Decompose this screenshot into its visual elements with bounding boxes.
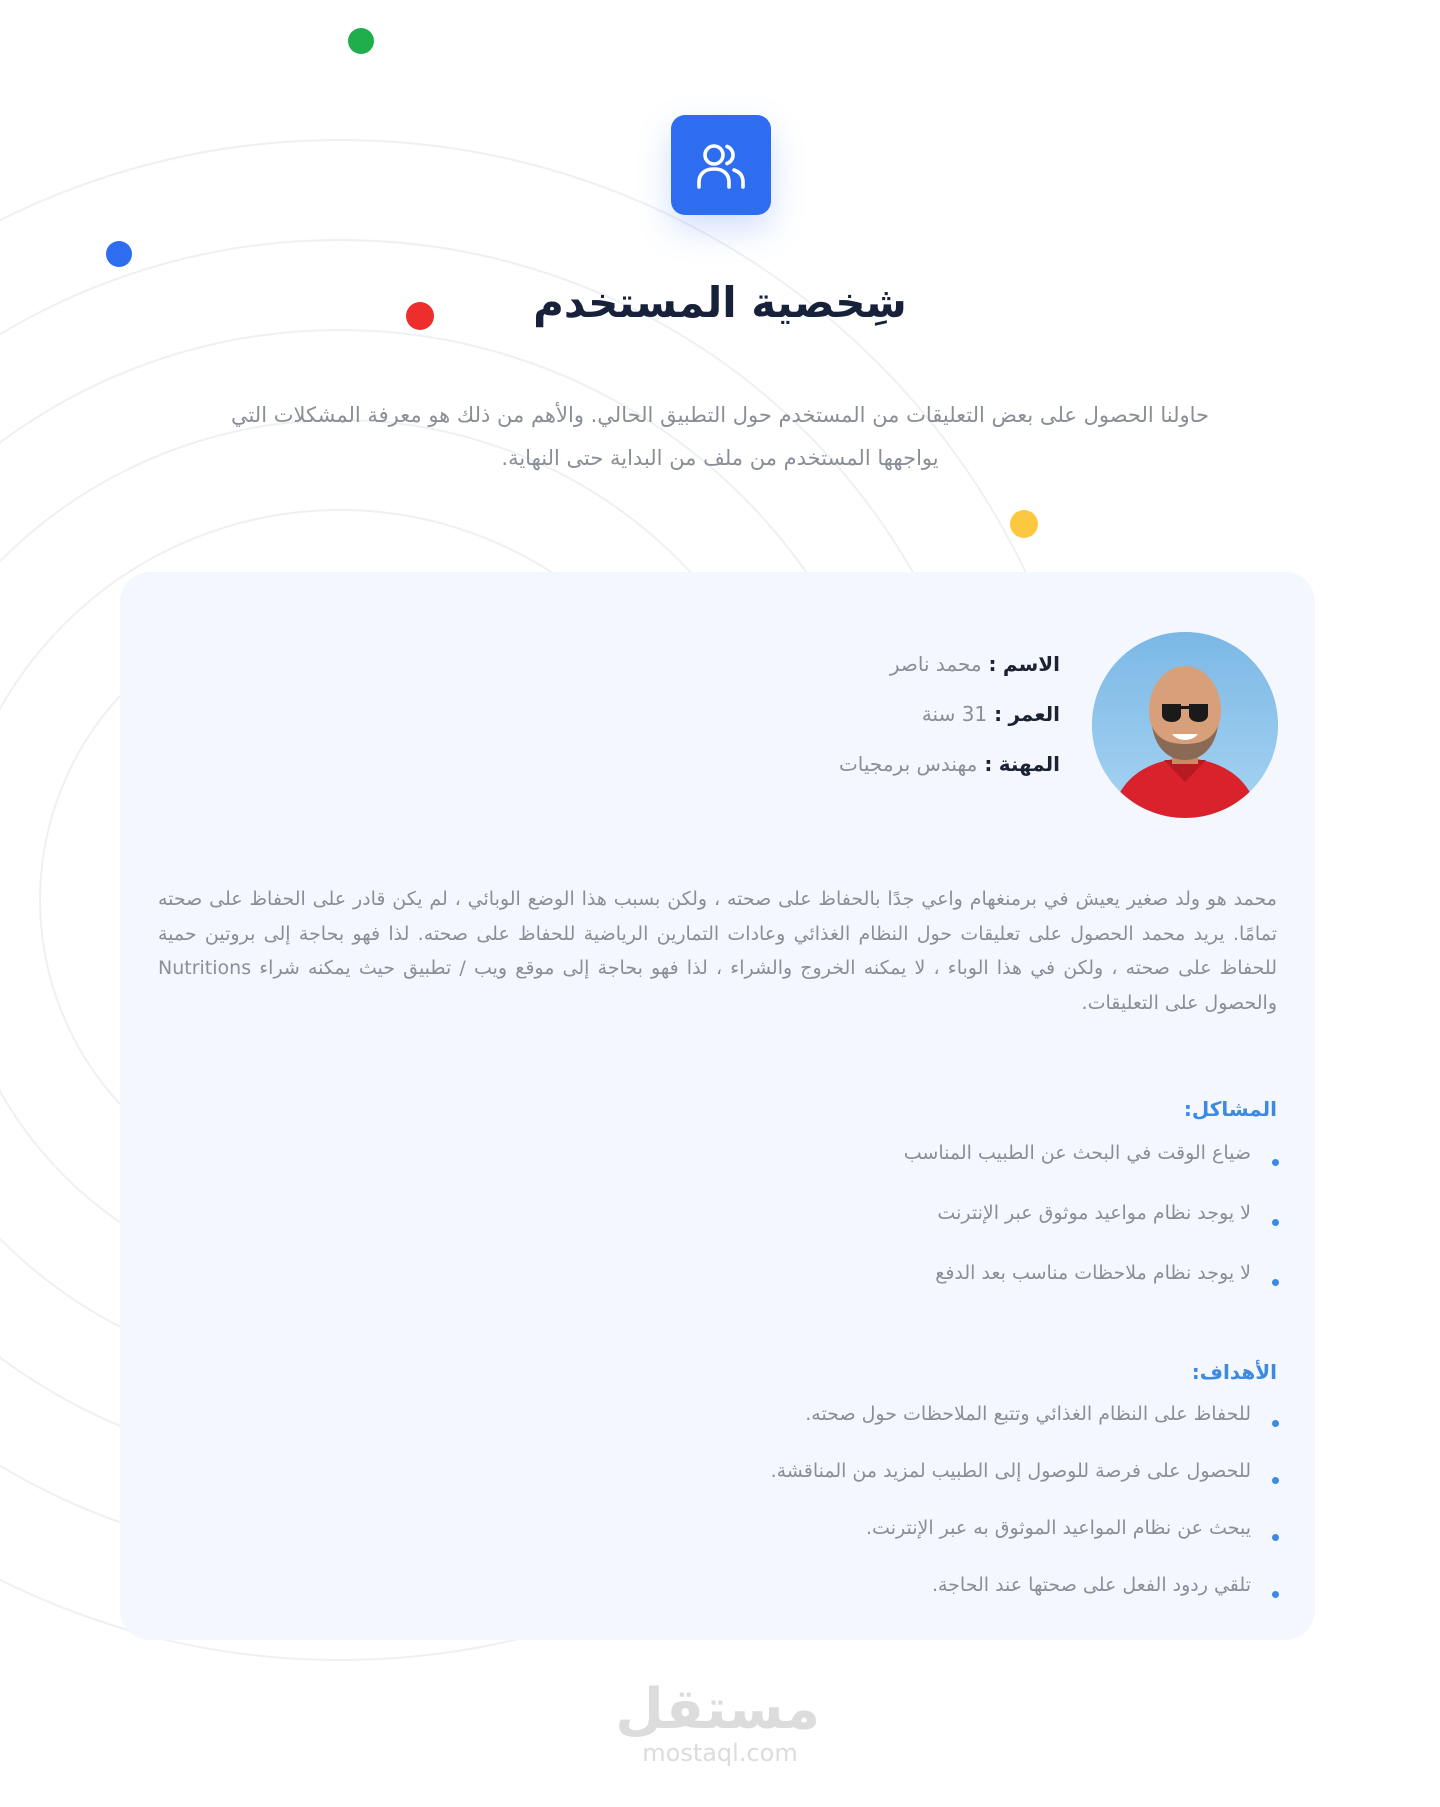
job-label: المهنة: [998, 752, 1060, 776]
users-icon: [671, 115, 771, 215]
watermark-logo: مستقل: [615, 1677, 820, 1742]
name-row: الاسم : محمد ناصر: [889, 652, 1060, 676]
problems-list: [904, 1137, 1281, 1317]
intro-line-2: يواجهها المستخدم من ملف من البداية حتى النهاية.: [501, 446, 939, 470]
name-label: الاسم: [1002, 652, 1060, 676]
job-row: المهنة : مهندس برمجيات: [838, 752, 1060, 776]
persona-card: [120, 572, 1315, 1640]
list-item: لا يوجد نظام ملاحظات مناسب بعد الدفع: [904, 1257, 1281, 1317]
list-item: يبحث عن نظام المواعيد الموثوق به عبر الإنترنت.: [771, 1512, 1281, 1569]
persona-info: [839, 652, 1060, 802]
age-value: 31 سنة: [921, 702, 988, 726]
age-row: العمر : 31 سنة: [921, 702, 1060, 726]
problems-heading: المشاكل:: [1183, 1097, 1277, 1121]
mostaql-watermark: [615, 1677, 820, 1767]
decor-dot-blue: [106, 241, 132, 267]
goals-list: [771, 1398, 1281, 1626]
list-item: للحصول على فرصة للوصول إلى الطبيب لمزيد من المناقشة.: [771, 1455, 1281, 1512]
decor-dot-yellow: [1010, 510, 1038, 538]
intro-text: [120, 394, 1320, 480]
avatar: [1092, 632, 1278, 818]
job-value: مهندس برمجيات: [838, 752, 978, 776]
goals-heading: الأهداف:: [1191, 1360, 1277, 1384]
intro-line-1: حاولنا الحصول على بعض التعليقات من المستخدم حول التطبيق الحالي. والأهم من ذلك هو معرفة المشكلات التي: [230, 403, 1210, 427]
decor-dot-green: [348, 28, 374, 54]
page-title: شِخصية المستخدم: [533, 278, 907, 327]
list-item: لا يوجد نظام مواعيد موثوق عبر الإنترنت: [904, 1197, 1281, 1257]
name-value: محمد ناصر: [889, 652, 982, 676]
list-item: تلقي ردود الفعل على صحتها عند الحاجة.: [771, 1569, 1281, 1626]
watermark-url: mostaql.com: [642, 1739, 798, 1767]
persona-bio: محمد هو ولد صغير يعيش في برمنغهام واعي جدًا بالحفاظ على صحته ، ولكن بسبب هذا الوضع الوبائي ، لم يكن قادر على الحفاظ على صحته تمامًا. يريد محمد الحصول على تعليقات حول النظام الغذائي وعادات التمارين الرياضية للحفاظ على صحته. لذا فهو بحاجة إلى بروتين حمية للحفاظ على صحته ، ولكن في هذا الوباء ، لا يمكنه الخروج والشراء ، لذا فهو بحاجة إلى موقع ويب / تطبيق حيث يمكنه شراء Nutritions والحصول على التعليقات.: [158, 888, 1277, 1014]
list-item: للحفاظ على النظام الغذائي وتتبع الملاحظات حول صحته.: [771, 1398, 1281, 1455]
age-label: العمر: [1008, 702, 1060, 726]
list-item: ضياع الوقت في البحث عن الطبيب المناسب: [904, 1137, 1281, 1197]
